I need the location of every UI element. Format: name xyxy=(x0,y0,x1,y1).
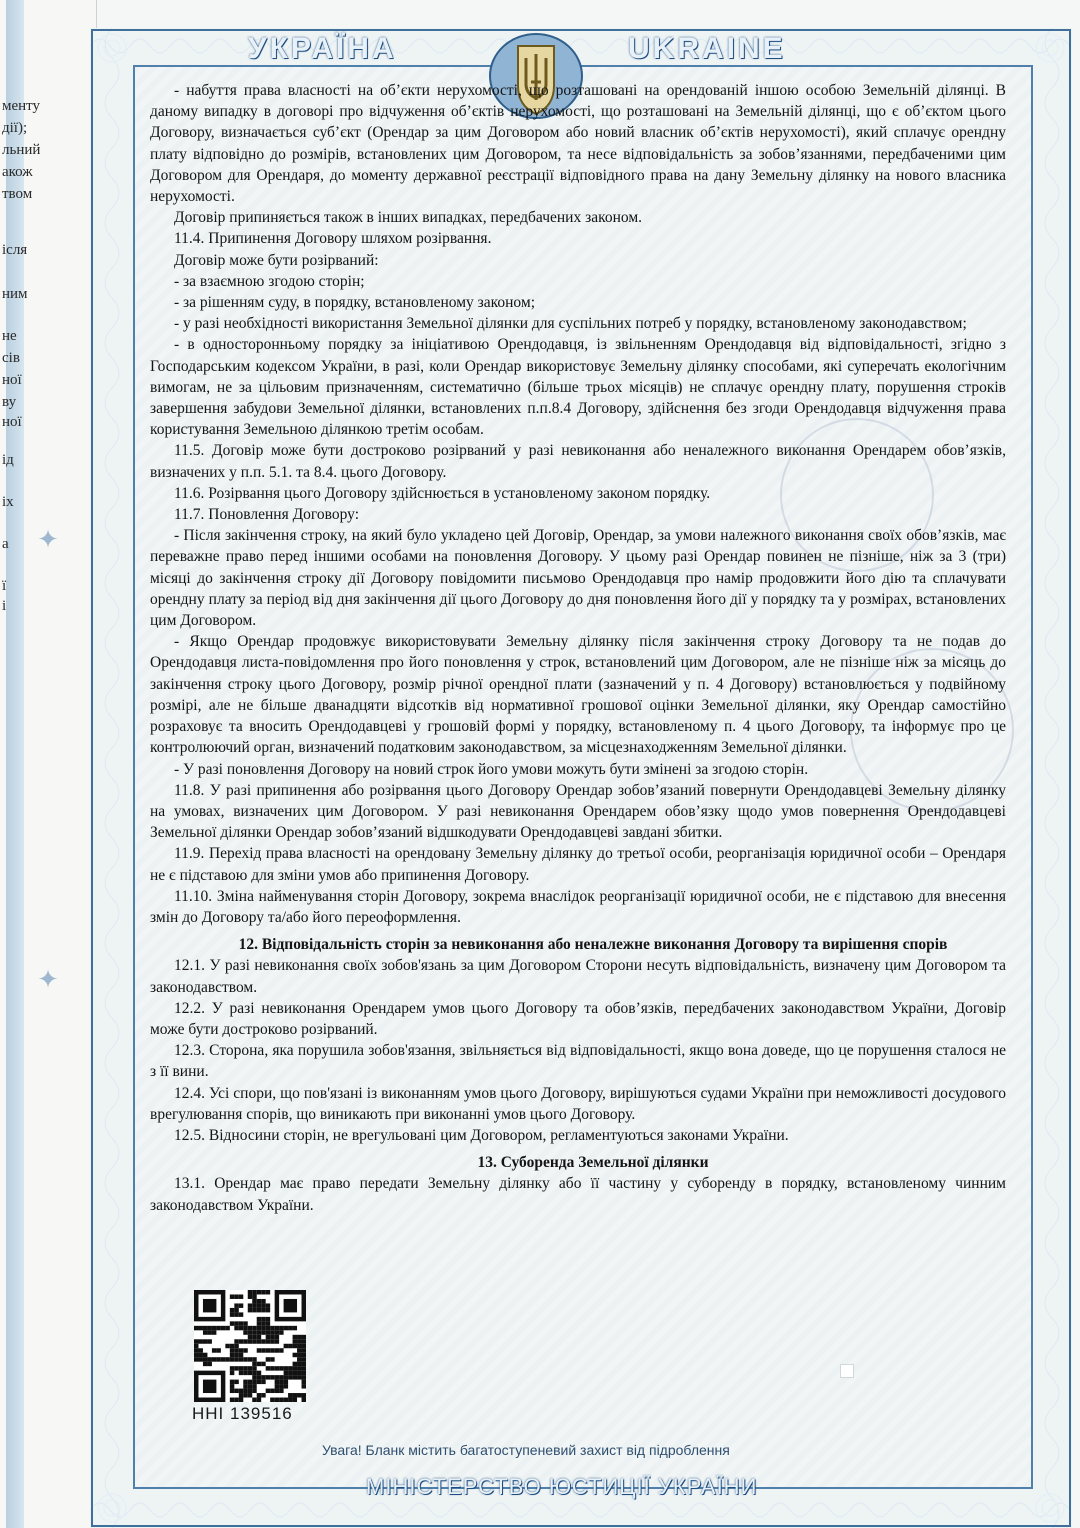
underlying-text-fragment: менту xyxy=(2,98,41,114)
tryzub-icon: ✦ xyxy=(37,965,59,994)
contract-paragraph: 11.10. Зміна найменування сторін Договору, зокрема внаслідок реорганізації юридичної особи, не є підставою для внесення змін до Договору та/або його переоформлення. xyxy=(150,887,1006,926)
contract-paragraph: 11.6. Розірвання цього Договору здійснюється в установленому законом порядку. xyxy=(174,484,711,502)
contract-paragraph: 12.5. Відносини сторін, не врегульовані цим Договором, регламентуються законами України. xyxy=(174,1126,789,1144)
underlying-text-fragment: ву xyxy=(2,394,17,410)
underlying-text-fragment: не xyxy=(2,328,17,344)
underlying-text-fragment: акож xyxy=(2,164,33,180)
ministry-banner: МІНІСТЕРСТВО ЮСТИЦІЇ УКРАЇНИ xyxy=(366,1474,758,1499)
underlying-text-fragment: ним xyxy=(2,286,28,302)
underlying-page-border xyxy=(6,0,24,1528)
contract-paragraph: 12.1. У разі невиконання своїх зобов'язань за цим Договором Сторони несуть відповідальність, визначену цим Договором та законодавством. xyxy=(150,957,1006,996)
contract-paragraph: 12.2. У разі невиконання Орендарем умов цього Договору та обов’язків, передбачених законодавством України, Договір може бути достроково розірваний. xyxy=(150,999,1006,1038)
banner-ukraine-ua: УКРАЇНА xyxy=(248,32,397,65)
underlying-text-fragment: твом xyxy=(2,186,33,202)
qr-code-icon xyxy=(194,1290,306,1402)
hologram-marker xyxy=(840,1364,854,1378)
underlying-text-fragment: сів xyxy=(2,350,20,366)
contract-paragraph: - в односторонньому порядку за ініціативою Орендодавця, із звільненням Орендодавця від відповідальності, згідно з Господарським кодексом України, в разі, коли Орендар використовує Земельну ділянку способами, які суперечать екологічним вимогам, не за цільовим призначенням, систематично (більше трьох місяців) не сплачує орендну плату, порушення строків завершення забудови Земельної ділянки, встановлених п.п.8.4 Договору, здійснення без згоди Орендодавця відчуження права користування Земельною ділянкою третім особам. xyxy=(150,336,1006,439)
contract-paragraph: Договір може бути розірваний: xyxy=(174,251,379,269)
contract-paragraph: 12.3. Сторона, яка порушила зобов'язання, звільняється від відповідальності, якщо вона доведе, що це порушення сталося не з її вини. xyxy=(150,1042,1006,1081)
contract-paragraph: 13.1. Орендар має право передати Земельну ділянку або її частину у суборенду в порядку, встановленому чинним законодавством України. xyxy=(150,1175,1006,1214)
contract-paragraph: 11.9. Перехід права власності на орендовану Земельну ділянку до третьої особи, реорганізація юридичної особи – Орендаря не є підставою для зміни умов або припинення Договору. xyxy=(150,845,1006,884)
blank-serial-number: ННІ 139516 xyxy=(192,1404,293,1423)
contract-paragraph: - за взаємною згодою сторін; xyxy=(174,272,365,290)
contract-paragraph: Договір припиняється також в інших випадках, передбачених законом. xyxy=(174,209,643,227)
contract-paragraph: - У разі поновлення Договору на новий строк його умови можуть бути змінені за згодою сторін. xyxy=(174,760,809,778)
underlying-text-fragment: іх xyxy=(2,494,14,510)
underlying-text-fragment: дії); xyxy=(2,120,28,136)
contract-paragraph: - Якщо Орендар продовжує використовувати Земельну ділянку після закінчення строку Договору та не подав до Орендодавця листа-повідомлення про його поновлення у строк, встановлений цим Договором, але не пізніше ніж за місяць до закінчення строку цього Договору, розмір річної орендної плати (зазначений у п. 4 Договору) встановлюється у подвійному розмірі, але не більше дванадцяти відсотків від нормативної грошової оцінки Земельної ділянки, яку Орендар самостійно розраховує та вносить Орендодавцеві у грошовій формі у порядку, встановленому п. 4 цього Договору, та інформує про це контролюючий орган, визначений податковим законодавством, за місцезнаходженням Земельної ділянки. xyxy=(150,633,1006,757)
underlying-text-fragment: ної xyxy=(2,414,22,430)
banner-ukraine-en: UKRAINE xyxy=(628,32,786,65)
contract-paragraph: 11.4. Припинення Договору шляхом розірвання. xyxy=(174,230,492,248)
contract-text-body xyxy=(150,80,1006,1216)
underlying-text-fragment: ї xyxy=(2,578,7,594)
underlying-text-fragment: ісля xyxy=(2,242,28,258)
underlying-text-fragment: ід xyxy=(2,452,14,468)
underlying-text-fragment: а xyxy=(2,536,9,552)
contract-paragraph: - у разі необхідності використання Земельної ділянки для суспільних потреб у порядку, встановленому законодавством; xyxy=(174,315,967,333)
contract-paragraph: 11.7. Поновлення Договору: xyxy=(174,506,360,524)
contract-paragraph: 12.4. Усі спори, що пов'язані із виконанням умов цього Договору, вирішуються судами України при неможливості досудового врегулювання спорів, що виникають при виконанні умов цього Договору. xyxy=(150,1084,1006,1123)
contract-paragraph: - набуття права власності на об’єкти нерухомості, що розташовані на орендованій іншою особою Земельній ділянці. В даному випадку в договорі про відчуження об’єктів нерухомості, що розташовані на Земельній ділянці, що є об’єктом цього Договору, визначається суб’єкт (Орендар за цим Договором або новий власник об’єктів нерухомості), який сплачує орендну плату відповідно до розмірів, встановлених цим Договором, та несе відповідальність за зобов’язаннями, передбаченими цим Договором для Орендаря, до моменту державної реєстрації відповідного права на дану Земельну ділянку на нового власника нерухомості. xyxy=(150,82,1006,206)
contract-paragraph: 11.8. У разі припинення або розірвання цього Договору Орендар зобов’язаний повернути Орендодавцеві Земельну ділянку на умовах, визначених цим Договором. У разі невиконання Орендарем обов’язку щодо умов повернення Орендодавцеві Земельної ділянки Орендар зобов’язаний відшкодувати Орендодавцеві завдані збитки. xyxy=(150,781,1006,842)
contract-paragraph: - за рішенням суду, в порядку, встановленому законом; xyxy=(174,294,536,312)
underlying-text-fragment: льний xyxy=(2,142,41,158)
section-heading: 12. Відповідальність сторін за невиконання або неналежне виконання Договору та вирішення спорів xyxy=(238,936,948,954)
underlying-page-strip xyxy=(0,0,97,1528)
section-heading: 13. Суборенда Земельної ділянки xyxy=(477,1154,709,1172)
underlying-text-fragment: і xyxy=(2,598,7,614)
contract-paragraph: - Після закінчення строку, на який було укладено цей Договір, Орендар, за умови належного виконання своїх обов’язків, має переважне право перед іншими особами на поновлення Договору. У цьому разі Орендар повинен не пізніше, ніж за 3 (три) місяці до закінчення строку дії Договору повідомити письмово Орендодавця про намір продовжити його дію та сплачувати орендну плату за період від дня закінчення дії цього Договору до дня поновлення його дії у порядку та у розмірах, встановлених цим Договором. xyxy=(150,527,1006,630)
security-warning: Увага! Бланк містить багатоступеневий захист від підроблення xyxy=(322,1442,730,1458)
tryzub-icon: ✦ xyxy=(37,525,59,554)
contract-paragraph: 11.5. Договір може бути достроково розірваний у разі невиконання або неналежного виконання Орендарем обов’язків, визначених у п.п. 5.1. та 8.4. цього Договору. xyxy=(150,442,1006,481)
underlying-text-fragment: ної xyxy=(2,372,22,388)
